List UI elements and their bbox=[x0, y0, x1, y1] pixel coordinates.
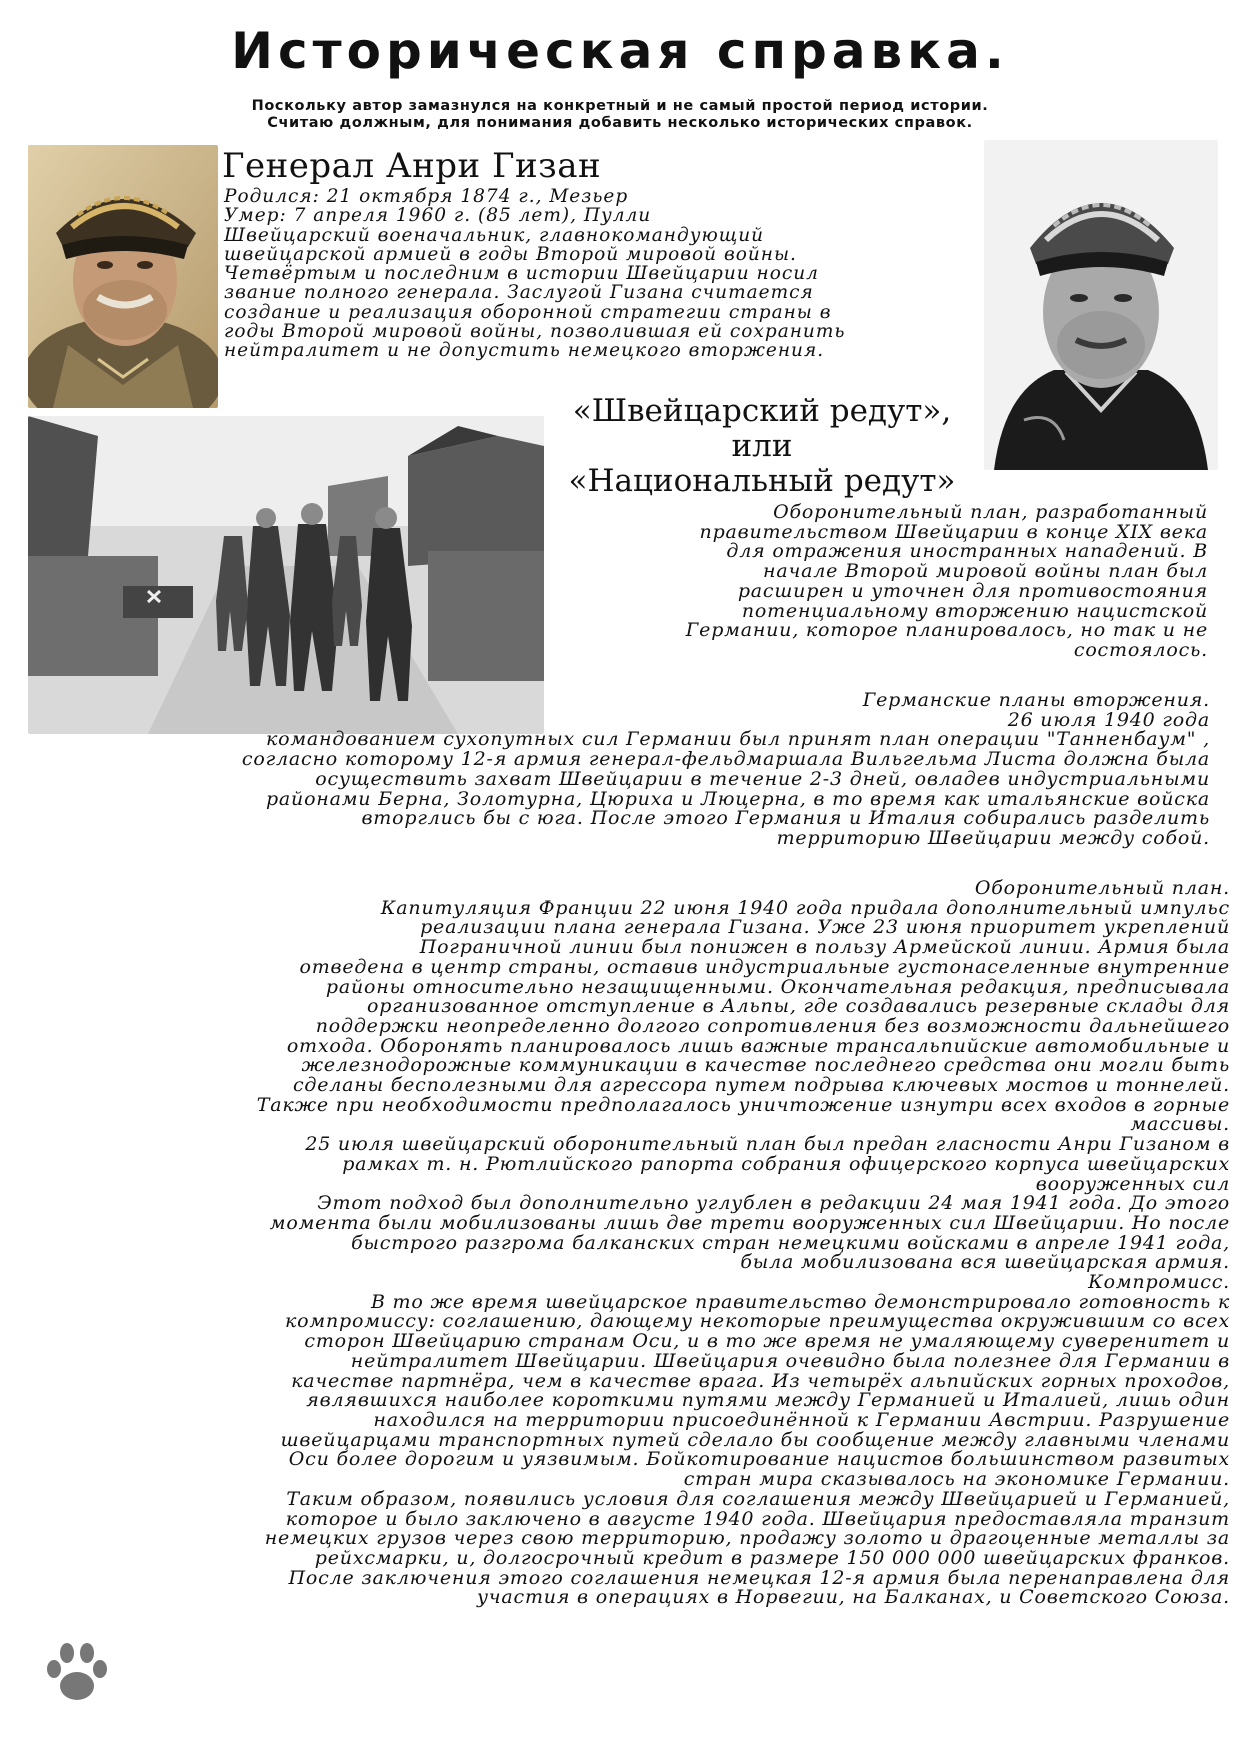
redoubt-title-line: «Национальный редут» bbox=[568, 463, 956, 499]
section-heading: Германские планы вторжения. bbox=[862, 689, 1210, 711]
paw-print-icon bbox=[40, 1636, 114, 1710]
text-line: В то же время швейцарское правительство демонстрировало готовность к bbox=[370, 1290, 1230, 1313]
text-line: правительством Швейцарии в конце XIX века bbox=[699, 520, 1208, 543]
bio-line: создание и реализация оборонной стратегии страны в bbox=[224, 301, 832, 323]
bio-line: швейцарской армией в годы Второй мировой войны. bbox=[224, 243, 797, 265]
text-line: согласно которому 12-я армия генерал-фельдмаршала Вильгельма Листа должна была bbox=[241, 748, 1210, 771]
subtitle-line: Считаю должным, для понимания добавить несколько исторических справок. bbox=[267, 115, 973, 131]
bio-line: годы Второй мировой войны, позволившая ей сохранить bbox=[224, 321, 846, 343]
text-line: рейхсмарки, и, долгосрочный кредит в размере 150 000 000 швейцарских франков. bbox=[314, 1546, 1230, 1569]
invasion-plans-section bbox=[14, 691, 1210, 849]
text-line: качестве партнёра, чем в качестве врага. Из четырёх альпийских горных проходов, bbox=[291, 1369, 1230, 1392]
text-line: расширен и уточнен для противостояния bbox=[737, 579, 1208, 602]
redoubt-description bbox=[552, 503, 1208, 661]
bio-line: Швейцарский военачальник, главнокомандующий bbox=[224, 224, 765, 246]
defense-plan-section bbox=[14, 879, 1230, 1608]
text-line: Оборонительный план, разработанный bbox=[773, 501, 1208, 523]
text-line: нейтралитет Швейцарии. Швейцария очевидно была полезнее для Германии в bbox=[350, 1349, 1230, 1372]
bio-line: Четвёртым и последним в истории Швейцарии носил bbox=[224, 263, 819, 285]
text-line: была мобилизована вся швейцарская армия. bbox=[740, 1251, 1230, 1274]
text-line: потенциальному вторжению нацистской bbox=[741, 599, 1208, 622]
text-line: компромиссу: соглашению, дающему некоторые преимущества окружившим со всех bbox=[285, 1310, 1230, 1333]
text-line: Этот подход был дополнительно углублен в редакции 24 мая 1941 года. До этого bbox=[317, 1192, 1230, 1215]
text-line: Капитуляция Франции 22 июня 1940 года придала дополнительный импульс bbox=[380, 896, 1230, 919]
section-heading: Компромисс. bbox=[1088, 1271, 1230, 1294]
text-line: начале Второй мировой войны план был bbox=[763, 560, 1208, 583]
general-bio bbox=[224, 187, 976, 361]
text-line: районами Берна, Золотурна, Цюриха и Люцерна, в то время как итальянские войска bbox=[265, 787, 1210, 810]
text-line: состоялось. bbox=[1073, 638, 1208, 661]
redoubt-title-line: или bbox=[731, 428, 793, 464]
text-line: Пограничной линии был понижен в пользу Армейской линии. Армия была bbox=[419, 936, 1230, 959]
text-line: организованное отступление в Альпы, где создавались резервные склады для bbox=[367, 995, 1230, 1018]
text-line: являвшихся наиболее короткими путями между Германией и Италией, лишь один bbox=[306, 1389, 1230, 1412]
text-line: находился на территории присоединённой к Германии Австрии. Разрушение bbox=[373, 1408, 1230, 1431]
text-line: районы относительно незащищенными. Окончательная редакция, предписывала bbox=[325, 975, 1230, 998]
text-line: вооруженных сил bbox=[1035, 1172, 1230, 1195]
text-line: осуществить захват Швейцарии в течение 2-3 дней, овладев индустриальными bbox=[315, 767, 1210, 790]
text-line: немецких грузов через свою территорию, продажу золото и драгоценные металлы за bbox=[264, 1527, 1230, 1550]
portrait-image bbox=[28, 145, 218, 408]
text-line: Оси более дорогим и уязвимым. Бойкотирование нацистов большинством развитых bbox=[288, 1448, 1230, 1471]
redoubt-title-line: «Швейцарский редут», bbox=[572, 393, 952, 429]
text-line: отведена в центр страны, оставив индустриальные густонаселенные внутренние bbox=[299, 955, 1230, 978]
text-line: для отражения иностранных нападений. В bbox=[726, 540, 1208, 563]
text-line: территорию Швейцарии между собой. bbox=[776, 826, 1210, 849]
text-line: реализации плана генерала Гизана. Уже 23 июня приоритет укреплений bbox=[420, 916, 1230, 939]
general-portrait-right bbox=[984, 140, 1218, 470]
bio-line: Умер: 7 апреля 1960 г. (85 лет), Пулли bbox=[224, 205, 652, 227]
text-line: сторон Швейцарию странам Оси, и в то же время не умаляющему суверенитет и bbox=[304, 1330, 1230, 1353]
text-line: командованием сухопутных сил Германии был принят план операции "Танненбаум" , bbox=[265, 728, 1210, 751]
text-line: После заключения этого соглашения немецкая 12-я армия была перенаправлена для bbox=[288, 1566, 1230, 1589]
parade-image bbox=[28, 416, 544, 734]
redoubt-heading bbox=[548, 394, 976, 499]
text-line: которое и было заключено в августе 1940 года. Швейцария предоставляла транзит bbox=[285, 1507, 1230, 1530]
page-title: Историческая справка. bbox=[231, 22, 1009, 80]
text-line: швейцарцами транспортных путей сделало бы сообщение между главными членами bbox=[280, 1428, 1230, 1451]
general-name: Генерал Анри Гизан bbox=[222, 146, 602, 186]
text-line: 26 июля 1940 года bbox=[1007, 708, 1210, 731]
bio-line: звание полного генерала. Заслугой Гизана считается bbox=[224, 282, 814, 304]
portrait-image bbox=[984, 140, 1218, 470]
text-line: 25 июля швейцарский оборонительный план был предан гласности Анри Гизаном в bbox=[305, 1133, 1230, 1156]
text-line: железнодорожные коммуникации в качестве последнего средства они могли быть bbox=[301, 1054, 1230, 1077]
text-line: массивы. bbox=[1130, 1113, 1230, 1136]
text-line: участия в операциях в Норвегии, на Балканах, и Советского Союза. bbox=[476, 1586, 1230, 1609]
text-line: Также при необходимости предполагалось уничтожение изнутри всех входов в горные bbox=[256, 1093, 1230, 1116]
text-line: быстрого разгрома балканских стран немецкими войсками в апреле 1941 года, bbox=[351, 1231, 1230, 1254]
text-line: поддержки неопределенно долгого сопротивления без возможности дальнейшего bbox=[315, 1014, 1230, 1037]
section-heading: Оборонительный план. bbox=[974, 877, 1230, 899]
text-line: Таким образом, появились условия для соглашения между Швейцарией и Германией, bbox=[286, 1487, 1230, 1510]
parade-photo bbox=[28, 416, 544, 734]
bio-line: Родился: 21 октября 1874 г., Мезьер bbox=[224, 186, 629, 207]
text-line: стран мира сказывалось на экономике Германии. bbox=[683, 1468, 1230, 1491]
text-line: отхода. Оборонять планировалось лишь важные трансальпийские автомобильные и bbox=[286, 1034, 1230, 1057]
page-subtitle bbox=[0, 98, 1240, 132]
text-line: сделаны бесполезными для агрессора путем подрыва ключевых мостов и тоннелей. bbox=[292, 1074, 1230, 1097]
text-line: рамках т. н. Рютлийского рапорта собрания офицерского корпуса швейцарских bbox=[342, 1152, 1230, 1175]
text-line: момента были мобилизованы лишь две трети вооруженных сил Швейцарии. Но после bbox=[269, 1211, 1230, 1234]
subtitle-line: Поскольку автор замазнулся на конкретный и не самый простой период истории. bbox=[251, 98, 989, 114]
text-line: вторглись бы с юга. После этого Германия и Италия собирались разделить bbox=[361, 807, 1210, 830]
general-portrait-left bbox=[28, 145, 218, 408]
bio-line: нейтралитет и не допустить немецкого вторжения. bbox=[224, 340, 825, 362]
text-line: Германии, которое планировалось, но так и не bbox=[685, 619, 1208, 642]
